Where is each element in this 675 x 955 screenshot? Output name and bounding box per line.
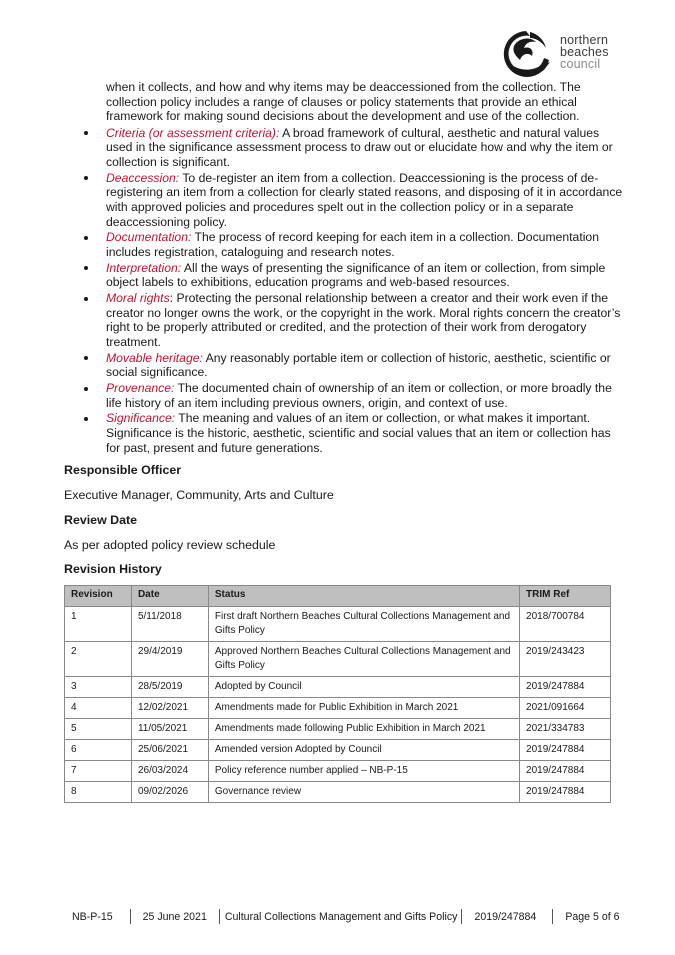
column-header-trim-ref: TRIM Ref: [520, 586, 611, 607]
definition-text: All the ways of presenting the significance of an item or collection, from simple object labels to exhibitions, education programs and web-based resources.: [106, 260, 606, 290]
cell-revision: 8: [65, 782, 132, 803]
cell-status: Adopted by Council: [208, 677, 519, 698]
cell-status: Approved Northern Beaches Cultural Collections Management and Gifts Policy: [208, 642, 519, 677]
definition-text: A broad framework of cultural, aesthetic and natural values used in the significance assessment process to draw out or elucidate how and why the item or collection is significant.: [106, 125, 613, 169]
definition-term: Moral rights: [106, 291, 170, 306]
definition-term: Deaccession:: [106, 170, 180, 185]
bullet-icon: [84, 236, 88, 240]
definition-text: The meaning and values of an item or collection, or what makes it important. Significance is the historic, aesthetic, scientific and social values that an item or collection has for past, present and future generations.: [106, 411, 611, 455]
footer-divider: [552, 909, 553, 924]
column-header-status: Status: [208, 586, 519, 607]
table-row: [65, 607, 611, 642]
definition-term: Significance:: [106, 411, 176, 426]
cell-trim-ref: 2019/247884: [520, 740, 611, 761]
definition-item: [64, 171, 624, 229]
cell-status: Governance review: [208, 782, 519, 803]
revision-history-heading: Revision History: [64, 562, 162, 576]
cell-date: 25/06/2021: [131, 740, 208, 761]
definition-text: To de-register an item from a collection. Deaccessioning is the process of de-registering an item from a collection for clearly stated reasons, and disposing of it in accordance with approved policies and procedures spelt out in the collection policy or in a separate deaccessioning policy.: [106, 170, 623, 229]
bullet-icon: [84, 417, 88, 421]
column-header-date: Date: [131, 586, 208, 607]
cell-trim-ref: 2021/091664: [520, 698, 611, 719]
definition-term: Movable heritage:: [106, 350, 203, 365]
footer-divider: [461, 909, 462, 924]
definition-term: Documentation:: [106, 230, 192, 245]
footer-title: Cultural Collections Management and Gifts Policy: [224, 910, 458, 923]
cell-revision: 5: [65, 719, 132, 740]
cell-status: Amendments made following Public Exhibition in March 2021: [208, 719, 519, 740]
logo-wordmark: northern beaches council: [560, 33, 609, 71]
cell-date: 09/02/2026: [131, 782, 208, 803]
definition-item: [64, 126, 624, 170]
bullet-icon: [84, 176, 88, 180]
cell-revision: 3: [65, 677, 132, 698]
definition-item: [64, 261, 624, 290]
bullet-icon: [84, 266, 88, 270]
definition-item: [64, 411, 624, 455]
definition-term: Criteria (or assessment criteria):: [106, 125, 280, 140]
cell-trim-ref: 2019/247884: [520, 677, 611, 698]
definition-item: [64, 291, 624, 349]
cell-revision: 4: [65, 698, 132, 719]
cell-date: 12/02/2021: [131, 698, 208, 719]
definitions-list: [64, 126, 624, 455]
council-logo: [500, 28, 660, 80]
definition-item: [64, 230, 624, 259]
cell-trim-ref: 2019/247884: [520, 782, 611, 803]
definition-item: [64, 381, 624, 410]
bullet-icon: [84, 131, 88, 135]
review-date-value: As per adopted policy review schedule: [64, 538, 276, 552]
cell-trim-ref: 2019/243423: [520, 642, 611, 677]
bullet-icon: [84, 387, 88, 391]
cell-trim-ref: 2021/334783: [520, 719, 611, 740]
definition-term: Interpretation:: [106, 260, 182, 275]
cell-revision: 1: [65, 607, 132, 642]
intro-continuation-text: when it collects, and how and why items may be deaccessioned from the collection. The collection policy includes a range of clauses or policy statements that provide an ethical framework for making sound decisions about the development and use of the collection.: [106, 80, 581, 124]
responsible-officer-heading: Responsible Officer: [64, 463, 182, 477]
revision-history-table: [64, 585, 611, 803]
cell-revision: 7: [65, 761, 132, 782]
cell-revision: 2: [65, 642, 132, 677]
footer-date: 25 June 2021: [142, 910, 207, 923]
cell-date: 26/03/2024: [131, 761, 208, 782]
table-header-row: [65, 586, 611, 607]
definition-item: [64, 351, 624, 380]
footer-page-number: Page 5 of 6: [565, 910, 620, 923]
footer-divider: [130, 909, 131, 924]
table-row: [65, 761, 611, 782]
cell-date: 5/11/2018: [131, 607, 208, 642]
bullet-icon: [84, 297, 88, 301]
definitions-section: [64, 80, 624, 456]
responsible-officer-value: Executive Manager, Community, Arts and Culture: [64, 488, 334, 502]
bullet-icon: [84, 356, 88, 360]
cell-status: Amendments made for Public Exhibition in March 2021: [208, 698, 519, 719]
footer-policy-ref: NB-P-15: [72, 910, 113, 923]
definition-text: Any reasonably portable item or collection of historic, aesthetic, scientific or social significance.: [106, 350, 611, 380]
table-row: [65, 642, 611, 677]
definition-term: Provenance:: [106, 381, 175, 395]
cell-status: Policy reference number applied – NB-P-15: [208, 761, 519, 782]
table-row: [65, 740, 611, 761]
table-row: [65, 677, 611, 698]
definition-text: The process of record keeping for each item in a collection. Documentation includes registration, cataloguing and research notes.: [106, 230, 599, 259]
table-row: [65, 719, 611, 740]
review-date-heading: Review Date: [64, 513, 138, 527]
cell-trim-ref: 2019/247884: [520, 761, 611, 782]
footer-divider: [219, 909, 220, 924]
table-row: [65, 782, 611, 803]
page-footer: [72, 909, 620, 924]
cell-status: First draft Northern Beaches Cultural Collections Management and Gifts Policy: [208, 607, 519, 642]
northern-beaches-wave-logo-icon: [500, 28, 552, 80]
definition-text: The documented chain of ownership of an item or collection, or more broadly the life history of an item including previous owners, origin, and context of use.: [106, 381, 612, 410]
cell-date: 29/4/2019: [131, 642, 208, 677]
definition-text: : Protecting the personal relationship between a creator and their work even if the creator no longer owns the work, or the copyright in the work. Moral rights concern the creator’s right to be properly attributed or credited, and the protection of their work from derogatory treatment.: [106, 291, 621, 349]
footer-trim: 2019/247884: [474, 910, 537, 923]
cell-date: 11/05/2021: [131, 719, 208, 740]
cell-date: 28/5/2019: [131, 677, 208, 698]
cell-status: Amended version Adopted by Council: [208, 740, 519, 761]
cell-revision: 6: [65, 740, 132, 761]
table-row: [65, 698, 611, 719]
column-header-revision: Revision: [65, 586, 132, 607]
cell-trim-ref: 2018/700784: [520, 607, 611, 642]
